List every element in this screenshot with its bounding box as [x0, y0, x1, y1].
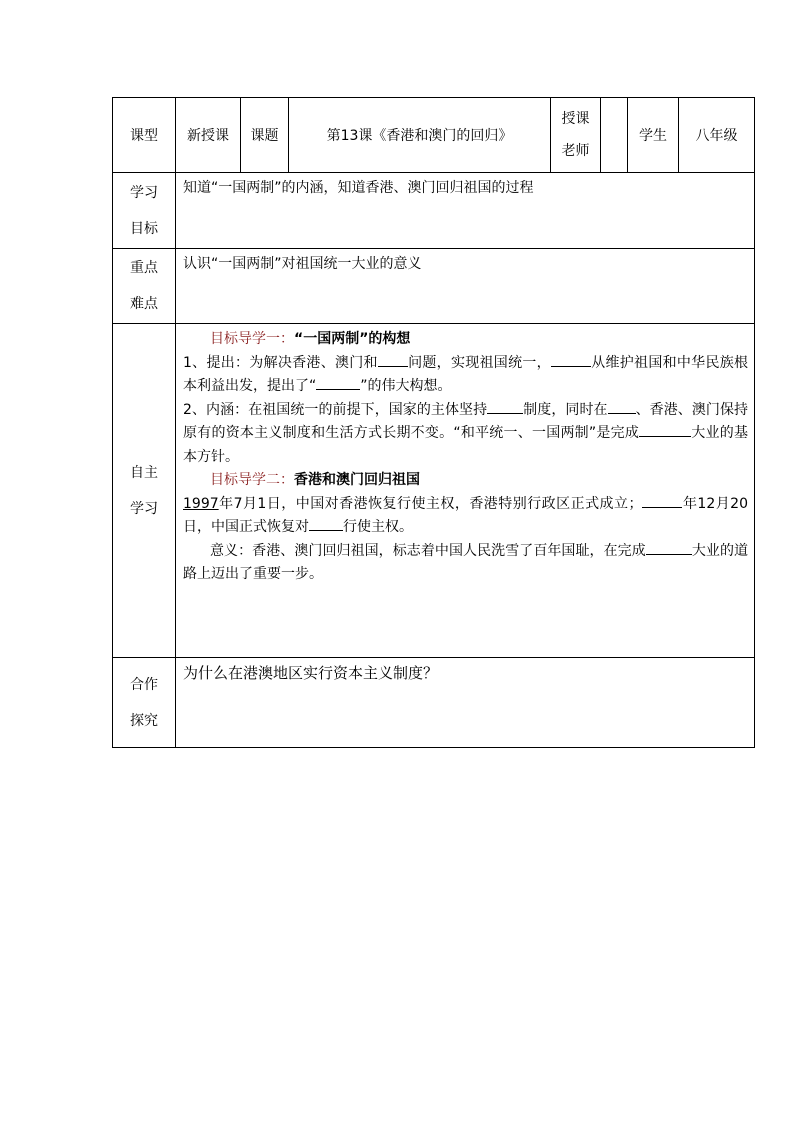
key-points-label-line2: 难点	[130, 296, 158, 312]
cooperation-label-line1: 合作	[130, 676, 158, 693]
self-study-content	[176, 324, 755, 658]
teacher-label-cell	[551, 98, 601, 173]
blank-2	[551, 353, 591, 367]
topic-label: 课题	[250, 128, 279, 144]
objectives-label-line2: 目标	[130, 220, 158, 237]
header-row	[113, 98, 755, 173]
type-label-cell	[113, 98, 176, 173]
blank-7	[642, 494, 682, 508]
goal-2-title: 香港和澳门回归祖国	[294, 472, 420, 488]
goal-2-label: 目标导学二：	[210, 472, 294, 488]
blank-6	[639, 423, 691, 437]
goal-1-label: 目标导学一：	[210, 331, 294, 347]
cooperation-label-cell	[113, 658, 176, 748]
type-label: 课型	[130, 128, 158, 144]
goal-1-title: “一国两制”的构想	[294, 331, 411, 347]
year-1997: 1997	[183, 495, 219, 512]
student-value: 八年级	[695, 128, 738, 144]
student-label: 学生	[639, 128, 667, 144]
self-study-label-cell	[113, 324, 176, 658]
topic-value-cell	[289, 98, 551, 173]
objectives-text: 知道“一国两制”的内涵，知道香港、澳门回归祖国的过程	[176, 173, 755, 249]
teacher-label-line2: 老师	[561, 143, 590, 159]
key-points-row	[113, 249, 755, 324]
teacher-label-line1: 授课	[561, 111, 590, 127]
key-points-text: 认识“一国两制”对祖国统一大业的意义	[176, 249, 755, 324]
lesson-plan-table	[112, 97, 755, 748]
goal-2-heading	[183, 469, 748, 493]
blank-3	[316, 376, 360, 390]
key-points-label-line1: 重点	[130, 260, 158, 276]
blank-5	[608, 400, 636, 414]
objectives-row	[113, 173, 755, 249]
goal-1-heading	[183, 328, 748, 352]
paragraph-proposal: 1、提出：为解决香港、澳门和 问题，实现祖国统一， 从维护祖国和中华民族根本利益出发，提出了“ ”的伟大构想。	[183, 354, 749, 394]
paragraph-significance: 意义：香港、澳门回归祖国，标志着中国人民洗雪了百年国耻，在完成 大业的道路上迈出了重要一步。	[183, 542, 749, 582]
key-points-label-cell	[113, 249, 176, 324]
objectives-label-cell	[113, 173, 176, 249]
objectives-label-line1: 学习	[130, 184, 158, 201]
topic-label-cell	[241, 98, 289, 173]
blank-4	[487, 400, 523, 414]
paragraph-connotation: 2、内涵：在祖国统一的前提下，国家的主体坚持 制度，同时在 、香港、澳门保持原有的资本主义制度和生活方式长期不变。“和平统一、一国两制”是完成 大业的基本方针。	[183, 401, 749, 465]
self-study-label-line1: 自主	[130, 464, 158, 481]
blank-1	[378, 353, 408, 367]
teacher-value-cell	[601, 98, 628, 173]
blank-8	[309, 517, 343, 531]
blank-9	[646, 541, 692, 555]
self-study-row	[113, 324, 755, 658]
topic-value: 第13课《香港和澳门的回归》	[326, 128, 513, 144]
cooperation-label-line2: 探究	[130, 712, 158, 729]
paragraph-return: 1997年7月1日，中国对香港恢复行使主权，香港特别行政区正式成立； 年12月20日，中国正式恢复对 行使主权。	[183, 495, 748, 535]
type-value: 新授课	[187, 128, 229, 144]
cooperation-question: 为什么在港澳地区实行资本主义制度？	[176, 658, 755, 748]
cooperation-row	[113, 658, 755, 748]
type-value-cell	[176, 98, 241, 173]
student-label-cell	[628, 98, 679, 173]
student-value-cell	[679, 98, 755, 173]
self-study-label-line2: 学习	[130, 500, 158, 517]
